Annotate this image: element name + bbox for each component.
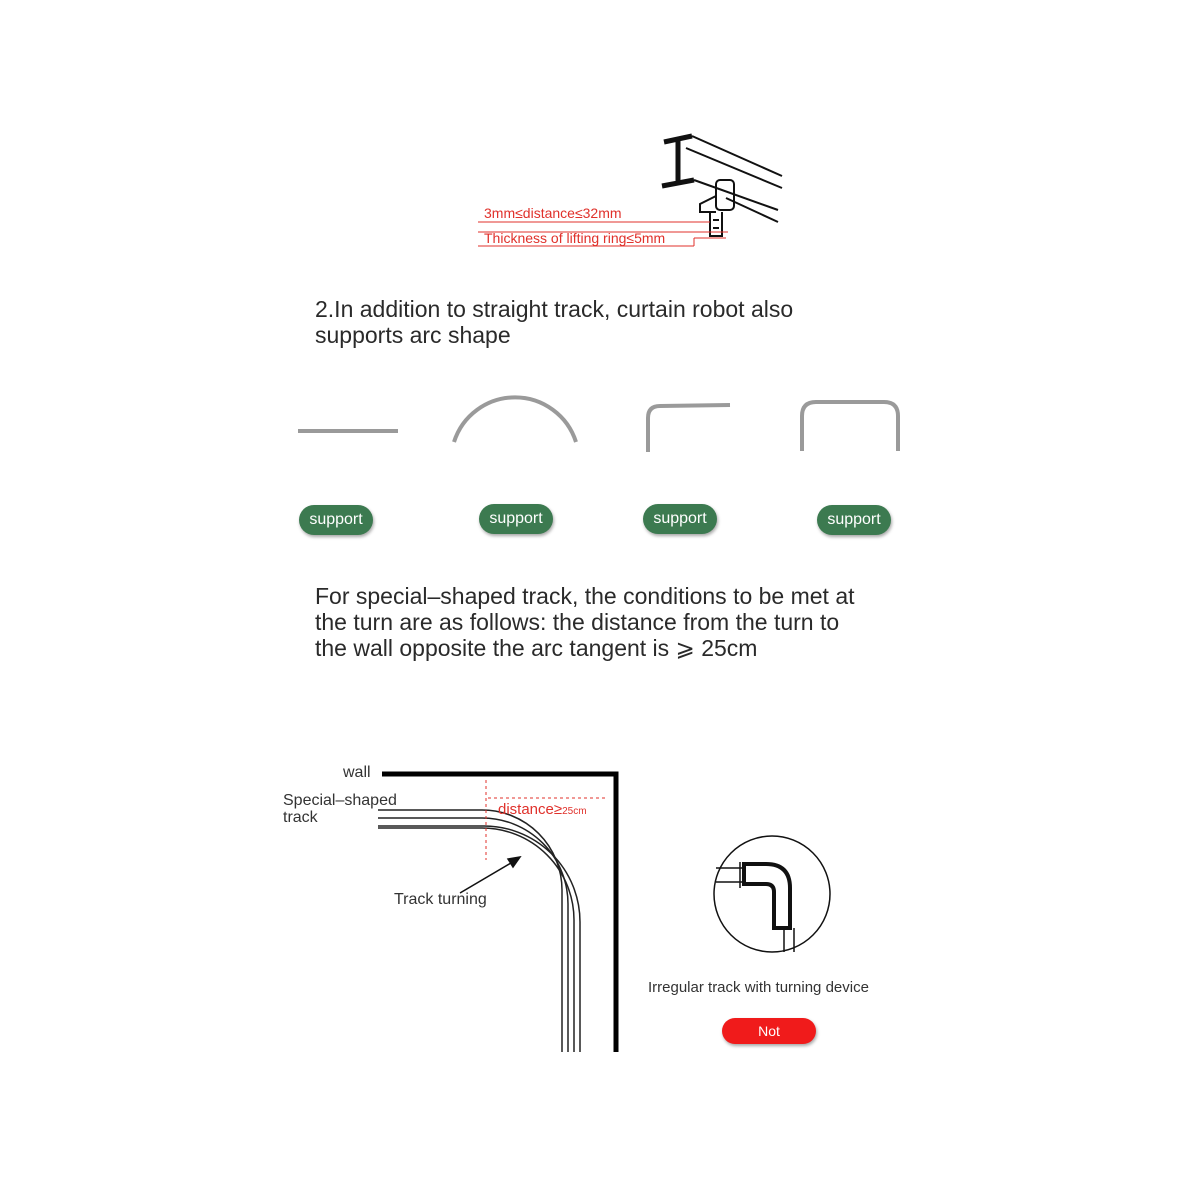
section2-heading-line1: 2.In addition to straight track, curtain robot also [315, 296, 794, 322]
wall-label: wall [343, 764, 371, 781]
turn-distance-label [498, 801, 587, 818]
turn-distance-value: 25cm [562, 806, 587, 817]
straight-support-badge: support [299, 505, 373, 535]
special-track-lines [378, 810, 580, 1052]
turning-arrow [460, 857, 520, 893]
single-bend-support-badge: support [643, 504, 717, 534]
irregular-track-label: Irregular track with turning device [648, 979, 869, 996]
ring-thickness-label: Thickness of lifting ring≤5mm [484, 230, 666, 246]
turn-distance-text: distance≥ [498, 801, 563, 818]
conditions-line1: For special–shaped track, the conditions to be met at [315, 583, 855, 609]
turning-device-icon [714, 836, 830, 952]
track-turning-label: Track turning [394, 891, 487, 908]
arc-support-badge: support [479, 504, 553, 534]
section2-heading-line2: supports arc shape [315, 322, 511, 348]
distance-range-label: 3mm≤distance≤32mm [484, 205, 622, 221]
conditions-line3: the wall opposite the arc tangent is ⩾ 25cm [315, 635, 758, 661]
special-track-label-line2: track [283, 809, 318, 826]
special-track-label-line1: Special–shaped [283, 792, 397, 809]
not-supported-badge: Not Supported [722, 1018, 816, 1044]
double-bend-support-badge: support [817, 505, 891, 535]
special-track-label [283, 792, 397, 826]
conditions-line2: the turn are as follows: the distance from the turn to [315, 609, 840, 635]
